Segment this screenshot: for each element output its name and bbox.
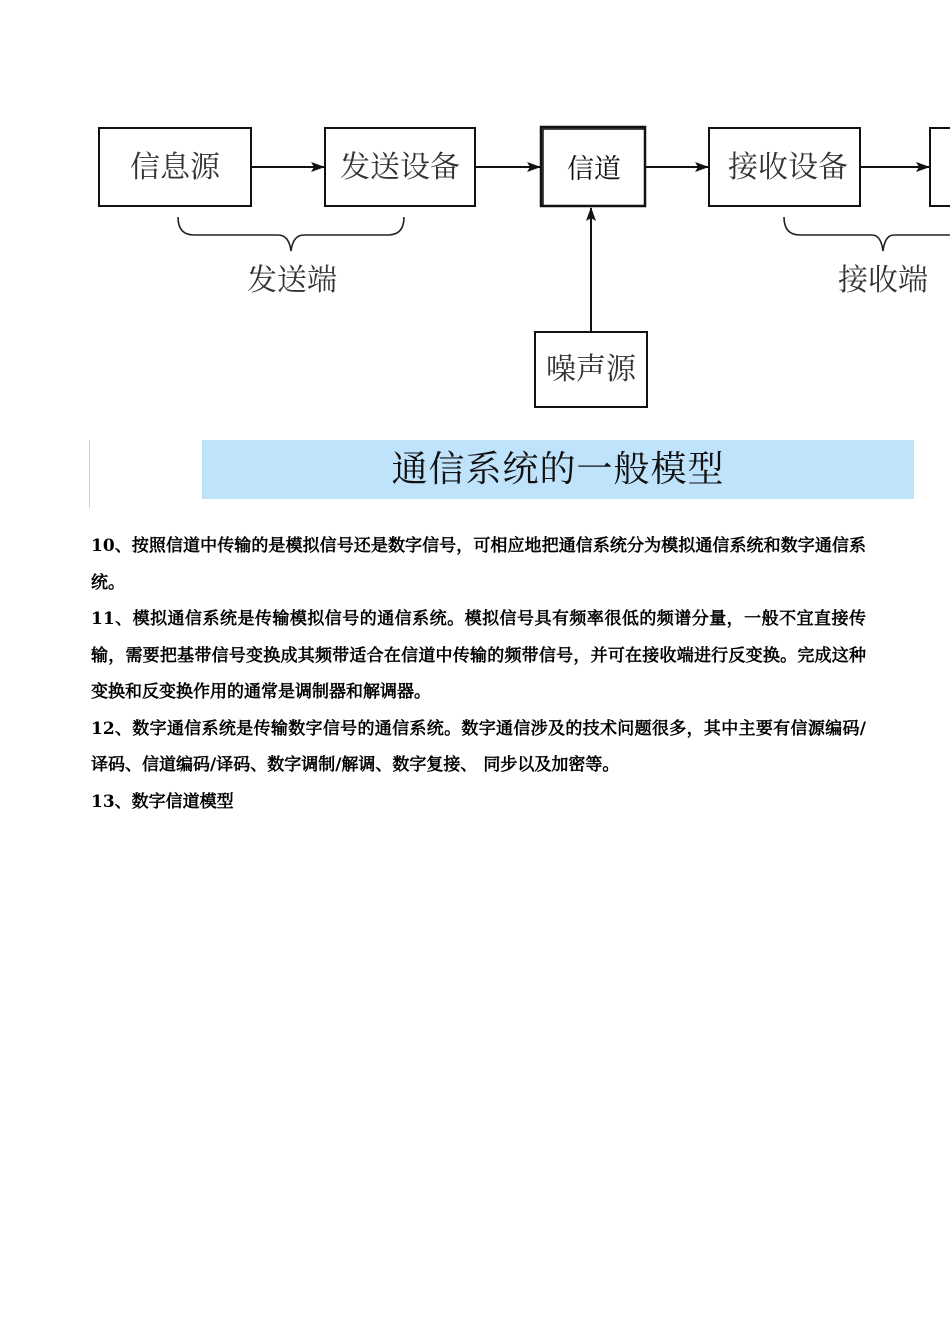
- figure-caption-band: [202, 440, 914, 499]
- label-sending-end: 发送端: [247, 263, 337, 298]
- box-noise: [535, 332, 647, 407]
- paragraph-13: 13、数字信道模型: [91, 791, 234, 812]
- box-channel-label: 信道: [567, 154, 621, 185]
- box-receiver-label: 接收设备: [728, 150, 848, 185]
- box-channel: [541, 127, 645, 206]
- box-source-label: 信息源: [130, 150, 220, 185]
- paragraph-10: 10、按照信道中传输的是模拟信号还是数字信号，可相应地把通信系统分为模拟通信系统和数字通信系统。: [91, 536, 866, 593]
- body-text: [91, 528, 866, 820]
- label-receiving-end: 接收端: [838, 263, 928, 298]
- box-transmitter: [325, 128, 475, 206]
- paragraph-11: 11、模拟通信系统是传输模拟信号的通信系统。模拟信号具有频率很低的频谱分量，一般不宜直接传输，需要把基带信号变换成其频带适合在信道中传输的频带信号，并可在接收端进行反变换。完成这种变换和反变换作用的通常是调制器和解调器。: [91, 609, 866, 702]
- figure-edge-line: [89, 440, 90, 508]
- brace-receiving-end: [784, 217, 950, 251]
- box-transmitter-label: 发送设备: [340, 150, 460, 185]
- box-sink: [930, 128, 950, 206]
- brace-sending-end: [178, 217, 404, 251]
- paragraph-12: 12、数字通信系统是传输数字信号的通信系统。数字通信涉及的技术问题很多，其中主要有信源编码/译码、信道编码/译码、数字调制/解调、数字复接、 同步以及加密等。: [91, 718, 866, 775]
- box-source: [99, 128, 251, 206]
- box-receiver: [709, 128, 860, 206]
- figure-caption: 通信系统的一般模型: [391, 449, 725, 490]
- box-noise-label: 噪声源: [546, 352, 636, 387]
